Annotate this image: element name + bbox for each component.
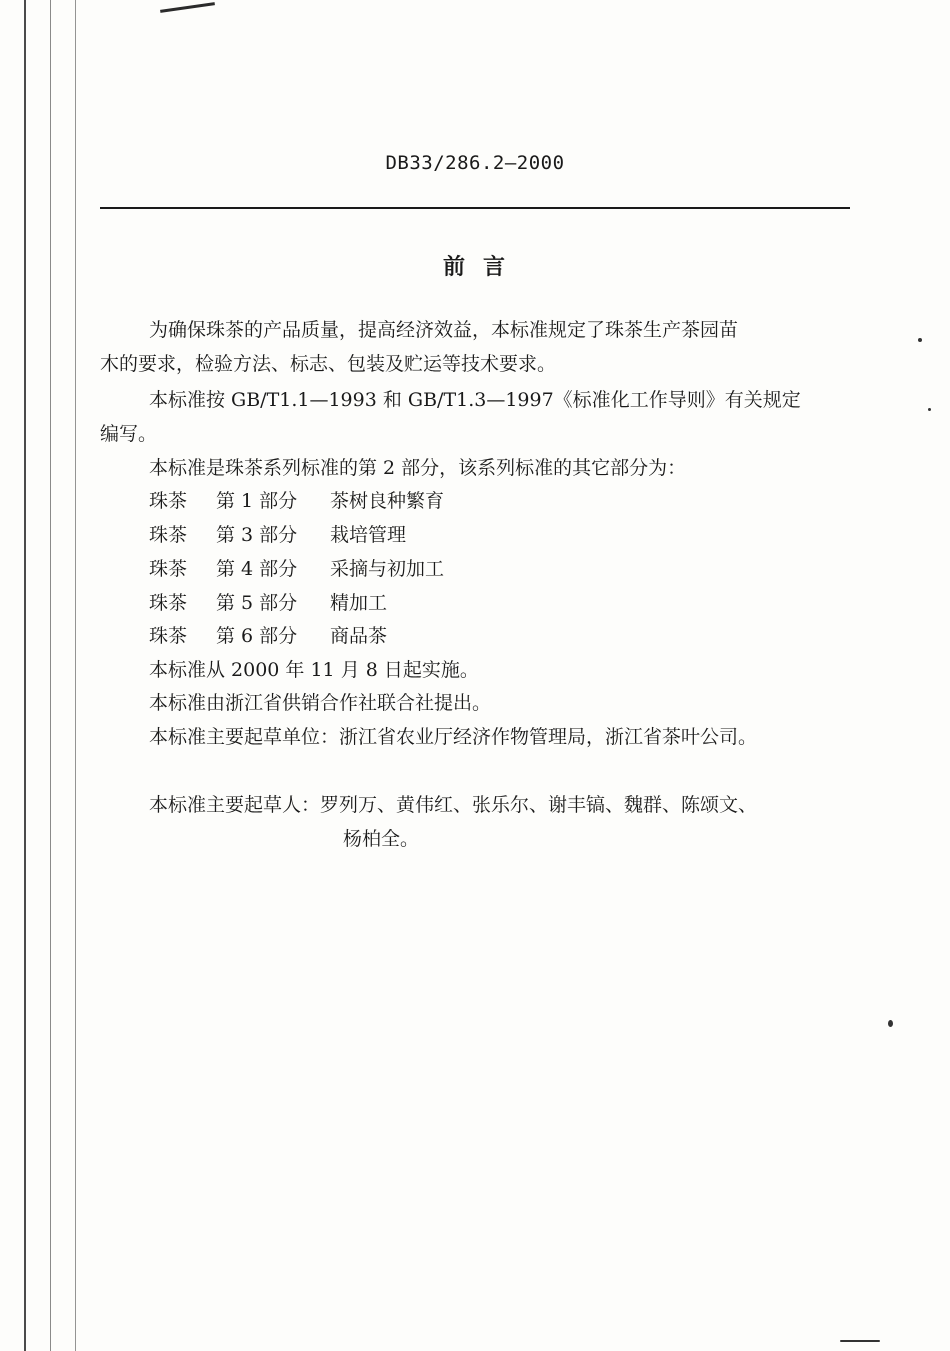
header-divider [100,207,850,209]
part-4-title: 采摘与初加工 [330,558,445,580]
scan-edge-binding [75,0,76,1351]
part-1-title: 茶树良种繁育 [330,490,445,512]
part-4-number: 第 4 部分 [216,558,298,580]
effective-date: 本标准从 2000 年 11 月 8 日起实施。 [149,659,479,681]
part-6-number: 第 6 部分 [216,625,298,647]
drafters-line-2: 杨柏全。 [343,828,420,850]
scan-speck [928,408,931,411]
page-title: 前言 [442,255,523,280]
paragraph-2-line-1: 本标准按 GB/T1.1—1993 和 GB/T1.3—1997《标准化工作导则》有关规定 [149,389,801,411]
scan-edge-inner [50,0,51,1351]
part-5-title: 精加工 [330,592,388,614]
part-4-name: 珠茶 [149,558,188,580]
scan-edge-left [24,0,26,1351]
scan-speck [918,338,922,342]
part-1-name: 珠茶 [149,490,188,512]
part-3-name: 珠茶 [149,524,188,546]
paragraph-1-line-1: 为确保珠茶的产品质量，提高经济效益，本标准规定了珠茶生产茶园苗 [149,319,739,341]
standard-code: DB33/286.2—2000 [385,152,565,174]
part-5-number: 第 5 部分 [216,592,298,614]
part-6-name: 珠茶 [149,625,188,647]
scan-mark [160,2,215,13]
part-3-title: 栽培管理 [330,524,407,546]
drafting-units: 本标准主要起草单位：浙江省农业厅经济作物管理局，浙江省茶叶公司。 [149,726,758,748]
drafters-line-1: 本标准主要起草人：罗列万、黄伟红、张乐尔、谢丰镐、魏群、陈颂文、 [149,794,758,816]
paragraph-3: 本标准是珠茶系列标准的第 2 部分，该系列标准的其它部分为： [149,457,687,479]
part-6-title: 商品茶 [330,625,388,647]
part-3-number: 第 3 部分 [216,524,298,546]
paragraph-2-line-2: 编写。 [100,423,158,445]
proposed-by: 本标准由浙江省供销合作社联合社提出。 [149,692,492,714]
part-1-number: 第 1 部分 [216,490,298,512]
paragraph-1-line-2: 木的要求，检验方法、标志、包装及贮运等技术要求。 [100,353,557,375]
scan-speck [840,1340,880,1342]
scan-speck [888,1020,893,1027]
part-5-name: 珠茶 [149,592,188,614]
